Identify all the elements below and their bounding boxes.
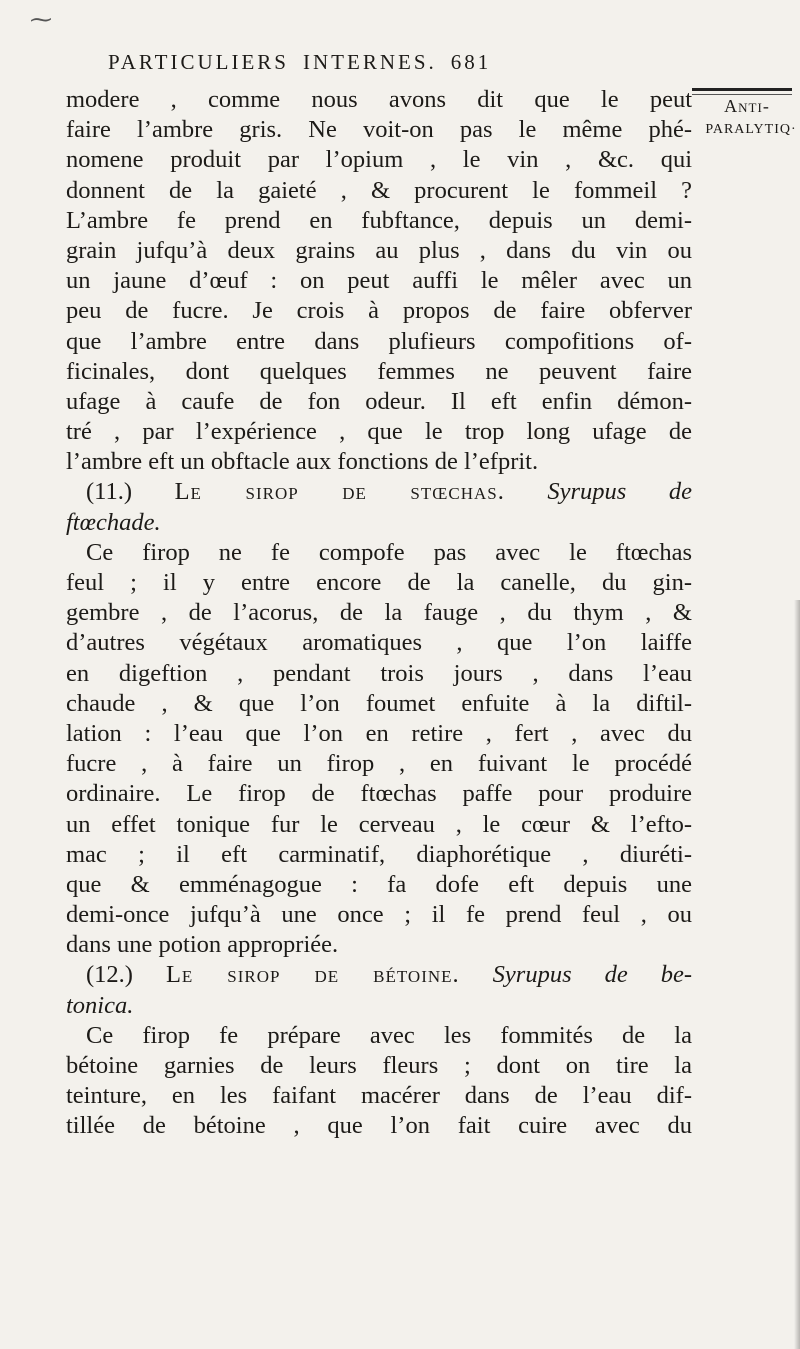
text-line: faire l’ambre gris. Ne voit-on pas le même phé- — [66, 116, 692, 144]
text-line: modere , comme nous avons dit que le peut — [66, 86, 692, 113]
text-line: d’autres végétaux aromatiques , que l’on laiffe — [66, 629, 692, 657]
section-latin-continued: tonica. — [66, 991, 134, 1019]
body-text — [66, 85, 692, 1142]
margin-note-line-2: PARALYTIQ· — [705, 122, 797, 137]
section-latin: Syrupus de be- — [492, 961, 692, 989]
section-title: Le sirop de stœchas. — [174, 478, 505, 506]
text-line: Ce firop fe prépare avec les fommités de la — [86, 1021, 692, 1049]
text-line: feul ; il y entre encore de la canelle, du gin- — [66, 569, 692, 596]
text-line: en digeftion , pendant trois jours , dans l’eau — [66, 659, 692, 687]
text-line: demi-once jufqu’à une once ; il fe prend feul , ou — [66, 901, 692, 929]
text-line: dans une potion appropriée. — [66, 931, 339, 959]
text-line: donnent de la gaieté , & procurent le fommeil ? — [66, 176, 692, 204]
text-line: grain jufqu’à deux grains au plus , dans du vin ou — [66, 236, 692, 264]
section-heading-12 — [66, 960, 692, 990]
running-title-1: PARTICULIERS — [108, 50, 289, 74]
text-line: Ce firop ne fe compofe pas avec le ftœchas — [86, 538, 692, 566]
section-latin: Syrupus de — [547, 478, 692, 506]
text-line: un effet tonique fur le cerveau , le cœur & l’efto- — [66, 810, 692, 838]
section-heading-11 — [66, 477, 692, 507]
margin-rule — [692, 88, 792, 91]
page-number: 681 — [450, 50, 492, 74]
page-edge-shadow — [794, 600, 800, 1349]
section-title: Le sirop de bétoine. — [165, 961, 460, 989]
section-latin-continued: ftœchade. — [66, 508, 161, 536]
text-line: ordinaire. Le firop de ftœchas paffe pour produire — [66, 780, 692, 808]
running-header — [108, 50, 708, 75]
text-line: mac ; il eft carminatif, diaphorétique , diuréti- — [66, 840, 692, 868]
text-line: fucre , à faire un firop , en fuivant le procédé — [66, 750, 692, 778]
text-line: que l’ambre entre dans plufieurs compofitions of- — [66, 327, 692, 355]
text-line: lation : l’eau que l’on en retire , fert , avec du — [66, 719, 692, 747]
text-line: ficinales, dont quelques femmes ne peuvent faire — [66, 357, 692, 385]
running-title-2: INTERNES. — [303, 50, 437, 74]
text-line: nomene produit par l’opium , le vin , &c. qui — [66, 146, 692, 174]
text-line: chaude , & que l’on foumet enfuite à la diftil- — [66, 689, 692, 717]
text-line: gembre , de l’acorus, de la fauge , du thym , & — [66, 599, 692, 627]
text-line: tré , par l’expérience , que le trop long ufage de — [66, 418, 692, 446]
text-line: ufage à caufe de fon odeur. Il eft enfin démon- — [66, 387, 692, 415]
text-line: teinture, en les faifant macérer dans de l’eau dif- — [66, 1082, 692, 1110]
scan-mark: ⁓ — [30, 8, 52, 33]
section-number: (12.) — [86, 961, 133, 989]
text-line: que & emménagogue : fa dofe eft depuis une — [66, 870, 692, 898]
text-line: peu de fucre. Je crois à propos de faire obferver — [66, 297, 692, 325]
text-line: tillée de bétoine , que l’on fait cuire avec du — [66, 1112, 692, 1140]
text-line: L’ambre fe prend en fubftance, depuis un demi- — [66, 206, 692, 234]
text-line: l’ambre eft un obftacle aux fonctions de l’efprit. — [66, 448, 539, 476]
text-line: bétoine garnies de leurs fleurs ; dont on tire la — [66, 1052, 692, 1079]
margin-note — [694, 94, 800, 142]
section-number: (11.) — [86, 478, 133, 506]
margin-note-line-1: Anti- — [724, 96, 770, 116]
text-line: un jaune d’œuf : on peut auffi le mêler avec un — [66, 267, 692, 295]
